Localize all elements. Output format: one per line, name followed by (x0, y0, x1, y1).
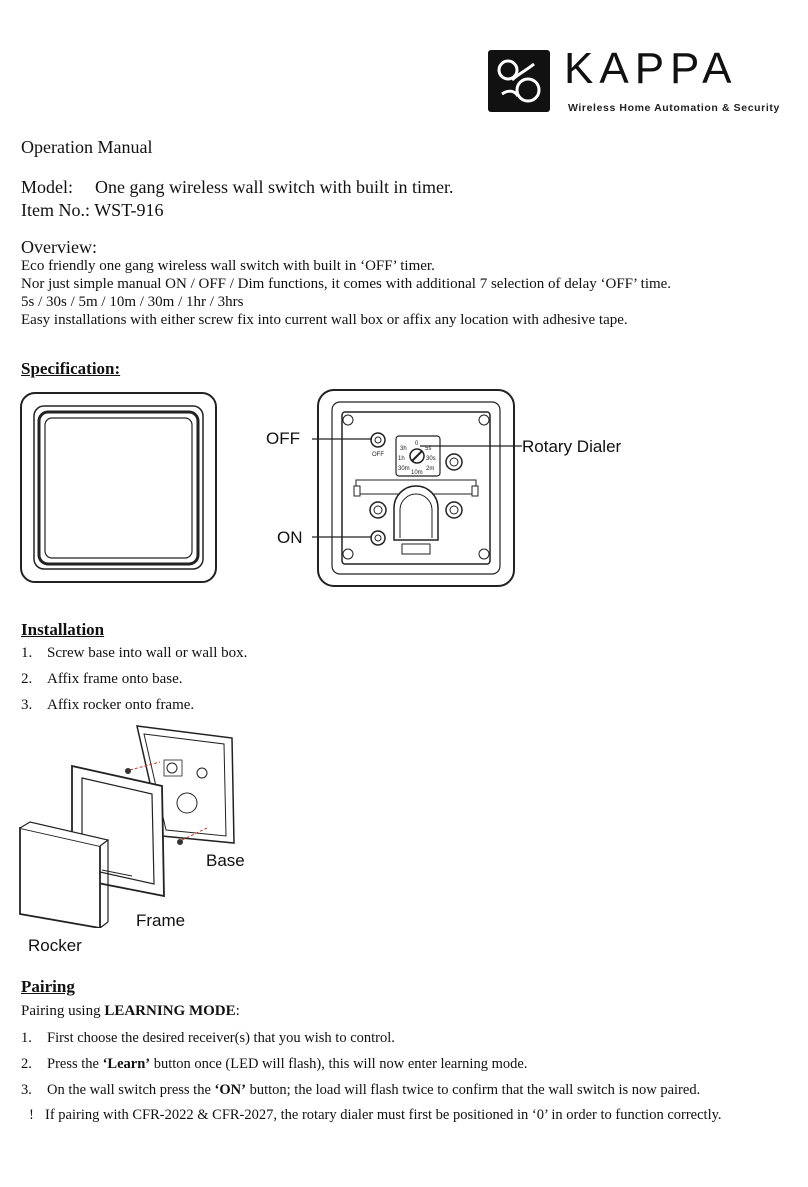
exploded-installation-drawing (12, 718, 252, 928)
dial-label-2m: 2m (426, 466, 435, 472)
step-text: Screw base into wall or wall box. (47, 645, 248, 661)
doc-title: Operation Manual (21, 137, 153, 157)
step-number: 1. (21, 1030, 32, 1046)
step-text: Affix rocker onto frame. (47, 697, 195, 713)
callout-off: OFF (266, 429, 300, 448)
model-value: One gang wireless wall switch with built in timer. (95, 177, 454, 197)
item-label: Item No.: (21, 200, 90, 220)
dial-label-30m: 30m (398, 466, 410, 472)
item-line (21, 200, 164, 221)
on-button-label: ‘ON’ (214, 1082, 246, 1098)
installation-step-3 (21, 697, 194, 714)
overview-line-4: Easy installations with either screw fix into current wall box or affix any location with adhesive tape. (21, 312, 628, 328)
dial-label-10m: 10m (411, 470, 423, 476)
callout-on: ON (277, 528, 303, 547)
overview-line-3: 5s / 30s / 5m / 10m / 30m / 1hr / 3hrs (21, 294, 244, 310)
label-frame: Frame (136, 911, 186, 930)
step-number: 2. (21, 1056, 32, 1072)
step-text: First choose the desired receiver(s) that you wish to control. (47, 1030, 395, 1046)
model-line (21, 177, 453, 198)
dial-label-3h: 3h (400, 446, 407, 452)
brand-name: KAPPA (564, 44, 738, 93)
step-text: button; the load will flash twice to confirm that the wall switch is now paired. (245, 1082, 701, 1098)
step-text: Press the (47, 1056, 103, 1072)
model-label: Model: (21, 177, 73, 197)
pairing-heading: Pairing (21, 977, 75, 996)
step-text: Affix frame onto base. (47, 671, 183, 687)
rocker-front-drawing (20, 392, 218, 584)
brand-logo (488, 44, 792, 116)
installation-step-2 (21, 671, 183, 688)
pairing-step-3 (21, 1082, 700, 1099)
step-text: On the wall switch press the (47, 1082, 215, 1098)
dial-label-0: 0 (415, 441, 419, 447)
led-off-label: OFF (372, 452, 384, 458)
learn-button-label: ‘Learn’ (102, 1056, 151, 1072)
label-base: Base (206, 851, 245, 870)
pairing-note (21, 1107, 722, 1124)
overview-heading: Overview: (21, 237, 97, 257)
callout-rotary-dialer: Rotary Dialer (522, 437, 622, 456)
warning-icon: ! (29, 1107, 34, 1123)
pairing-intro-text: Pairing using (21, 1003, 105, 1019)
pairing-step-1 (21, 1030, 395, 1047)
overview-line-2: Nor just simple manual ON / OFF / Dim functions, it comes with additional 7 selection of delay ‘OFF’ time. (21, 276, 672, 292)
step-number: 2. (21, 671, 33, 687)
step-text: button once (LED will flash), this will now enter learning mode. (150, 1056, 528, 1072)
callout-lines (300, 425, 530, 550)
note-text: If pairing with CFR-2022 & CFR-2027, the rotary dialer must first be positioned in ‘0’ in order to function correctly. (45, 1107, 722, 1123)
step-number: 1. (21, 645, 33, 661)
label-rocker: Rocker (28, 936, 82, 955)
item-value: WST-916 (94, 200, 164, 220)
specification-heading: Specification: (21, 359, 121, 378)
pairing-step-2 (21, 1056, 527, 1073)
installation-heading: Installation (21, 620, 105, 639)
pairing-intro (21, 1003, 240, 1020)
dial-label-5s: 5s (425, 446, 432, 452)
dial-label-30s: 30s (426, 456, 436, 462)
step-number: 3. (21, 1082, 32, 1098)
kappa-logo-icon (488, 50, 550, 112)
step-number: 3. (21, 697, 33, 713)
installation-step-1 (21, 645, 247, 662)
learning-mode-label: LEARNING MODE (104, 1003, 236, 1019)
brand-tagline: Wireless Home Automation & Security (568, 102, 780, 114)
dial-label-1h: 1h (398, 456, 405, 462)
overview-line-1: Eco friendly one gang wireless wall switch with built in ‘OFF’ timer. (21, 258, 435, 274)
pairing-intro-colon: : (235, 1003, 240, 1019)
